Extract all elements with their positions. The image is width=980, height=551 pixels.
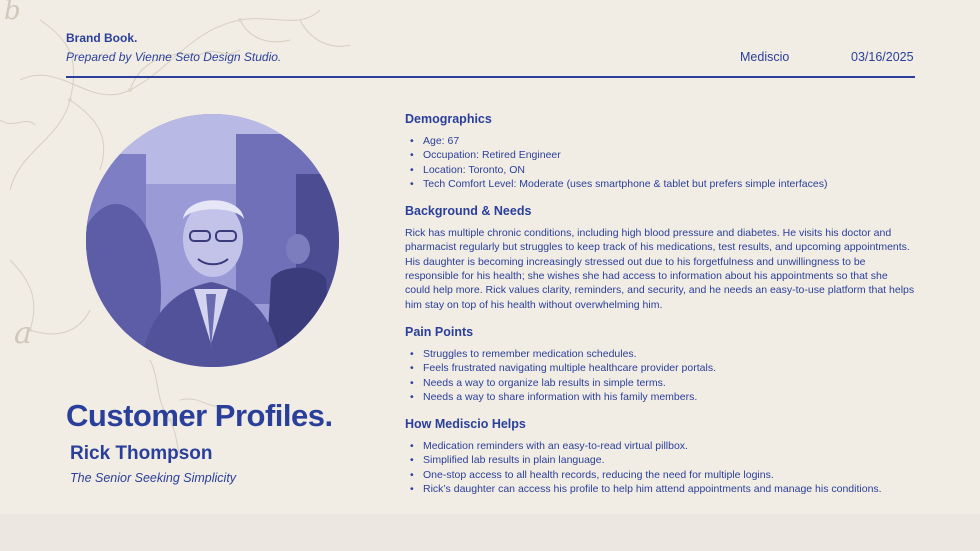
brand-subtitle: Prepared by Vienne Seto Design Studio. <box>66 50 282 64</box>
list-item: • Tech Comfort Level: Moderate (uses smartphone & tablet but prefers simple interfaces) <box>405 177 915 191</box>
section-heading: Background & Needs <box>405 204 532 219</box>
list-item: • One-stop access to all health records, reducing the need for multiple logins. <box>405 468 915 482</box>
sketch-letter-b: b <box>4 0 21 26</box>
list-item: • Simplified lab results in plain language. <box>405 453 915 467</box>
document-date: 03/16/2025 <box>851 50 914 64</box>
list-item: • Needs a way to organize lab results in simple terms. <box>405 376 915 390</box>
brand-title: Brand Book. <box>66 31 138 45</box>
list-item: • Location: Toronto, ON <box>405 163 915 177</box>
profile-details <box>405 112 915 509</box>
pain-points-section <box>405 325 915 404</box>
bottom-band <box>0 514 980 551</box>
list-item: • Rick’s daughter can access his profile to help him attend appointments and manage his conditions. <box>405 482 915 496</box>
list-item: • Age: 67 <box>405 134 915 148</box>
list-item: • Occupation: Retired Engineer <box>405 148 915 162</box>
list-item: • Feels frustrated navigating multiple healthcare provider portals. <box>405 361 915 375</box>
list-item: • Needs a way to share information with his family members. <box>405 390 915 404</box>
how-helps-list <box>405 439 915 496</box>
persona-tagline: The Senior Seeking Simplicity <box>70 471 237 485</box>
pain-points-list <box>405 347 915 404</box>
background-paragraph: Rick has multiple chronic conditions, including high blood pressure and diabetes. He visits his doctor and pharmacist regularly but struggles to keep track of his medications, test results, and upcoming appointments. His daughter is becoming increasingly stressed out due to his forgetfulness and unwillingness to be responsible for his health; she wishes she had access to information about his appointments so that she could help more. Rick values clarity, reminders, and security, and he needs an easy-to-use platform that helps him stay on top of his health without overwhelming him. <box>405 227 915 311</box>
list-item: • Medication reminders with an easy-to-read virtual pillbox. <box>405 439 915 453</box>
profile-photo-illustration <box>86 114 339 367</box>
demographics-section <box>405 112 915 191</box>
section-heading: Demographics <box>405 112 492 126</box>
how-helps-section <box>405 417 915 496</box>
sketch-letter-a: a <box>14 316 32 351</box>
persona-name: Rick Thompson <box>70 443 213 464</box>
company-name: Mediscio <box>740 50 790 64</box>
header-divider <box>66 76 915 78</box>
background-section <box>405 204 915 312</box>
demographics-list <box>405 134 915 191</box>
section-heading: How Mediscio Helps <box>405 417 526 432</box>
page-title: Customer Profiles. <box>66 398 333 433</box>
section-heading: Pain Points <box>405 324 474 339</box>
list-item: • Struggles to remember medication schedules. <box>405 347 915 361</box>
profile-photo <box>86 114 339 367</box>
